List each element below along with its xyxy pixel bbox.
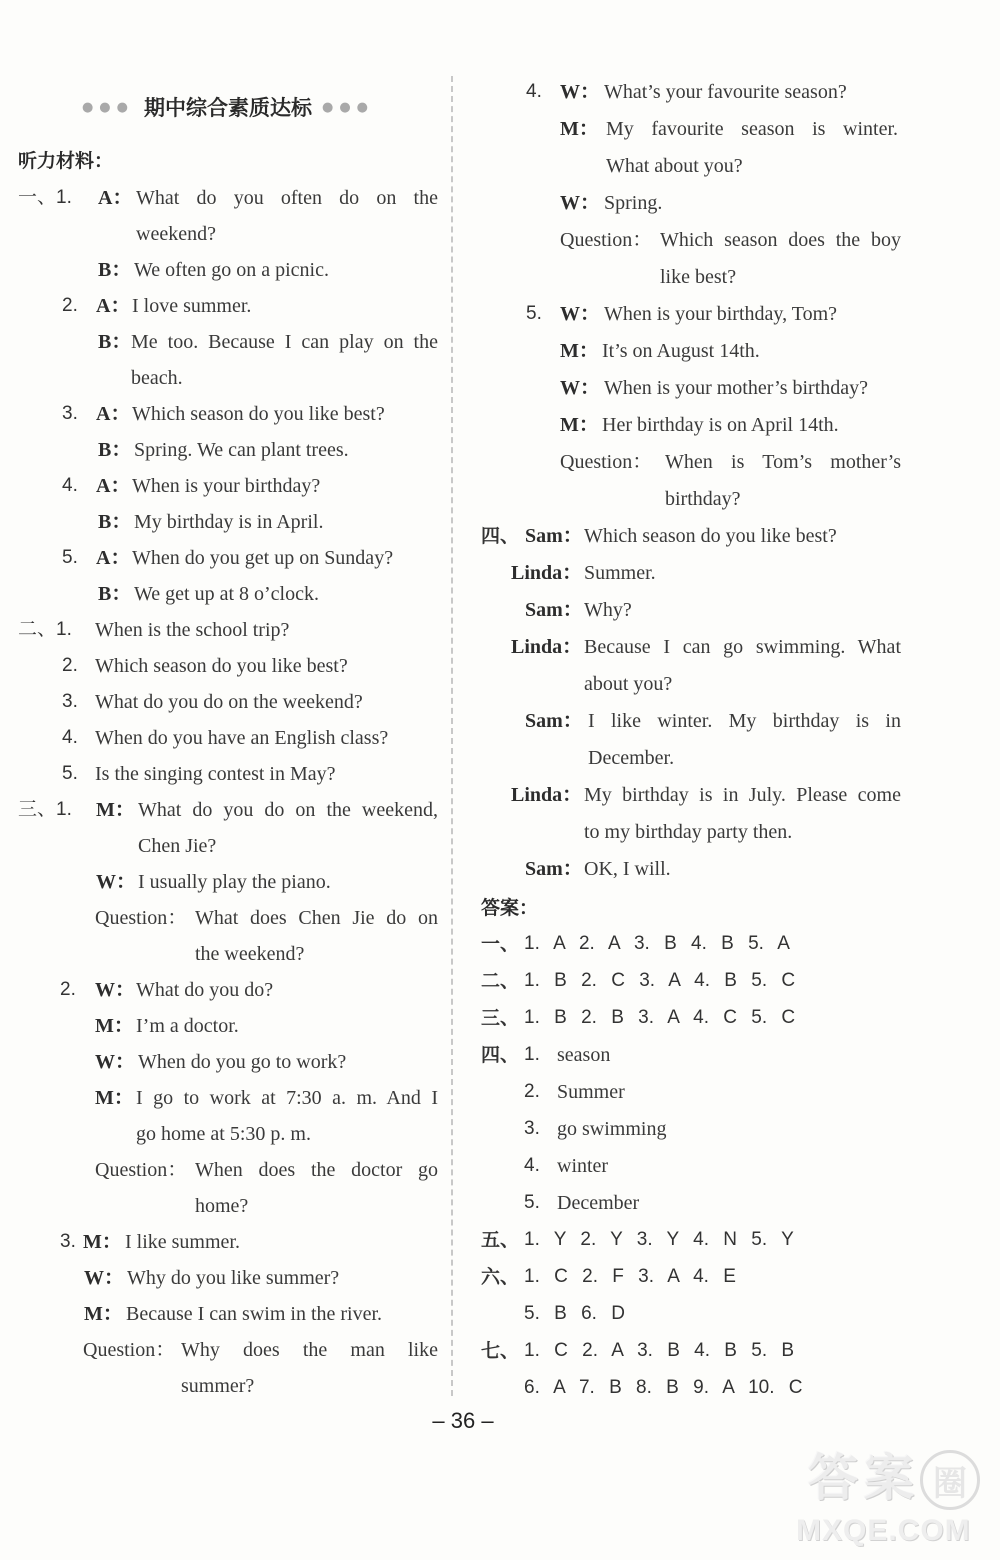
answers-label: 答案： <box>481 897 539 919</box>
question-line: When is the school trip? <box>95 619 290 641</box>
item-number: 4. <box>62 727 78 748</box>
dialog-line: My birthday is in April. <box>134 511 324 533</box>
answer-word: season <box>557 1044 611 1066</box>
item-number: 2. <box>60 979 76 1000</box>
question-text: birthday? <box>665 488 741 510</box>
speaker-label: M： <box>560 414 599 436</box>
answer-marker: 一、 <box>481 933 520 955</box>
dialog-line: When do you get up on Sunday? <box>132 547 394 569</box>
speaker-label: A： <box>96 475 131 497</box>
answer-marker: 七、 <box>481 1340 520 1362</box>
speaker-label: Linda： <box>511 784 583 806</box>
dialog-line: I like winter. My birthday is in <box>588 710 901 732</box>
question-text: summer? <box>181 1375 255 1397</box>
sec3-marker: 三、1. <box>18 799 72 820</box>
question-label: Question： <box>95 907 188 929</box>
answer-marker: 四、 <box>481 1044 520 1066</box>
question-text: home? <box>195 1195 249 1217</box>
sec4-marker: 四、 <box>481 525 520 547</box>
page-number: – 36 – <box>432 1408 494 1433</box>
dialog-line: about you? <box>584 673 673 695</box>
answer-row: 1. B 2. C 3. A 4. B 5. C <box>524 970 796 991</box>
item-number: 5. <box>526 303 542 324</box>
dialog-line: Me too. Because I can play on the <box>131 331 438 353</box>
watermark-char: 答 <box>808 1449 858 1507</box>
speaker-label: A： <box>96 547 131 569</box>
question-label: Question： <box>560 229 653 251</box>
speaker-label: Linda： <box>511 562 583 584</box>
speaker-label: M： <box>95 1087 134 1109</box>
column-divider <box>451 76 453 1396</box>
watermark-logo <box>788 1448 993 1556</box>
item-number: 5. <box>524 1192 540 1213</box>
question-text: When is Tom’s mother’s <box>665 451 901 473</box>
item-number: 2. <box>524 1081 540 1102</box>
speaker-label: B： <box>98 439 132 461</box>
speaker-label: B： <box>98 259 132 281</box>
question-text: What does Chen Jie do on <box>195 907 438 929</box>
answer-word: go swimming <box>557 1118 667 1140</box>
watermark-char: 案 <box>864 1449 914 1507</box>
item-number: 3. <box>62 691 78 712</box>
dialog-line: My favourite season is winter. <box>606 118 898 140</box>
answer-marker: 三、 <box>481 1007 520 1029</box>
answer-row: 6. A 7. B 8. B 9. A 10. C <box>524 1377 803 1398</box>
dialog-line: I like summer. <box>125 1231 240 1253</box>
dialog-line: Her birthday is on April 14th. <box>602 414 839 436</box>
dialog-line: My birthday is in July. Please come <box>584 784 901 806</box>
dialog-line: Why? <box>584 599 632 621</box>
speaker-label: M： <box>95 1015 134 1037</box>
speaker-label: M： <box>84 1303 123 1325</box>
sec1-marker: 一、1. <box>18 187 72 208</box>
speaker-label: M： <box>83 1231 122 1253</box>
watermark-badge-icon: 圈 <box>920 1450 980 1510</box>
answer-word: Summer <box>557 1081 625 1103</box>
section-heading <box>58 92 398 122</box>
dialog-line: What do you do? <box>136 979 274 1001</box>
question-line: What do you do on the weekend? <box>95 691 363 713</box>
speaker-label: M： <box>560 340 599 362</box>
dialog-line: Which season do you like best? <box>584 525 837 547</box>
dialog-line: I usually play the piano. <box>138 871 331 893</box>
item-number: 4. <box>526 81 542 102</box>
question-label: Question： <box>83 1339 176 1361</box>
dialog-line: beach. <box>131 367 183 389</box>
page-title: 期中综合素质达标 <box>144 96 312 120</box>
dialog-line: weekend? <box>136 223 216 245</box>
speaker-label: W： <box>560 192 600 214</box>
dialog-line: I love summer. <box>132 295 252 317</box>
dialog-line: What about you? <box>606 155 743 177</box>
watermark-url: MXQE.COM <box>796 1514 971 1547</box>
dialog-line: When is your mother’s birthday? <box>604 377 869 399</box>
heading-dots-right: ●●● <box>322 99 375 115</box>
item-number: 3. <box>60 1231 76 1252</box>
question-label: Question： <box>95 1159 188 1181</box>
speaker-label: B： <box>98 511 132 533</box>
speaker-label: Sam： <box>525 858 583 880</box>
answer-word: December <box>557 1192 640 1214</box>
question-text: When does the doctor go <box>195 1159 438 1181</box>
item-number: 5. <box>62 763 78 784</box>
dialog-line: I’m a doctor. <box>136 1015 239 1037</box>
dialog-line: What’s your favourite season? <box>604 81 847 103</box>
item-number: 1. <box>524 1044 540 1065</box>
speaker-label: B： <box>98 331 132 353</box>
dialog-line: When do you go to work? <box>138 1051 347 1073</box>
dialog-line: Why do you like summer? <box>127 1267 340 1289</box>
dialog-line: December. <box>588 747 675 769</box>
sec2-marker: 二、1. <box>18 619 72 640</box>
answer-row: 1. A 2. A 3. B 4. B 5. A <box>524 933 790 954</box>
speaker-label: W： <box>95 979 135 1001</box>
answer-marker: 二、 <box>481 970 520 992</box>
answer-marker: 五、 <box>481 1229 520 1251</box>
dialog-line: Because I can go swimming. What <box>584 636 901 658</box>
dialog-line: Because I can swim in the river. <box>126 1303 383 1325</box>
dialog-line: It’s on August 14th. <box>602 340 760 362</box>
speaker-label: W： <box>96 871 136 893</box>
dialog-line: Chen Jie? <box>138 835 217 857</box>
item-number: 2. <box>62 295 78 316</box>
speaker-label: W： <box>95 1051 135 1073</box>
answer-row: 1. C 2. F 3. A 4. E <box>524 1266 736 1287</box>
speaker-label: W： <box>560 377 600 399</box>
answer-word: winter <box>557 1155 609 1177</box>
item-number: 2. <box>62 655 78 676</box>
speaker-label: W： <box>560 303 600 325</box>
speaker-label: Sam： <box>525 525 583 547</box>
listening-label: 听力材料： <box>18 150 114 172</box>
speaker-label: A： <box>96 403 131 425</box>
speaker-label: A： <box>98 187 133 209</box>
dialog-line: go home at 5:30 p. m. <box>136 1123 311 1145</box>
item-number: 4. <box>62 475 78 496</box>
speaker-label: W： <box>560 81 600 103</box>
item-number: 3. <box>524 1118 540 1139</box>
speaker-label: A： <box>96 295 131 317</box>
question-text: the weekend? <box>195 943 305 965</box>
speaker-label: Linda： <box>511 636 583 658</box>
answer-row: 1. B 2. B 3. A 4. C 5. C <box>524 1007 796 1028</box>
question-line: Which season do you like best? <box>95 655 348 677</box>
question-text: like best? <box>660 266 737 288</box>
speaker-label: Sam： <box>525 710 583 732</box>
dialog-line: When is your birthday, Tom? <box>604 303 837 325</box>
speaker-label: M： <box>96 799 135 821</box>
answer-row: 1. Y 2. Y 3. Y 4. N 5. Y <box>524 1229 794 1250</box>
dialog-line: Spring. We can plant trees. <box>134 439 349 461</box>
answer-row: 1. C 2. A 3. B 4. B 5. B <box>524 1340 795 1361</box>
speaker-label: Sam： <box>525 599 583 621</box>
item-number: 3. <box>62 403 78 424</box>
dialog-line: What do you often do on the <box>136 187 438 209</box>
dialog-line: When is your birthday? <box>132 475 321 497</box>
dialog-line: We often go on a picnic. <box>134 259 329 281</box>
dialog-line: Summer. <box>584 562 656 584</box>
dialog-line: What do you do on the weekend, <box>138 799 438 821</box>
question-text: Why does the man like <box>181 1339 438 1361</box>
heading-dots-left: ●●● <box>81 99 134 115</box>
dialog-line: Which season do you like best? <box>132 403 385 425</box>
question-label: Question： <box>560 451 653 473</box>
answer-marker: 六、 <box>481 1266 520 1288</box>
speaker-label: W： <box>84 1267 124 1289</box>
dialog-line: Spring. <box>604 192 663 214</box>
question-text: Which season does the boy <box>660 229 901 251</box>
answer-row: 5. B 6. D <box>524 1303 625 1324</box>
dialog-line: to my birthday party then. <box>584 821 793 843</box>
dialog-line: OK, I will. <box>584 858 671 880</box>
speaker-label: M： <box>560 118 599 140</box>
item-number: 5. <box>62 547 78 568</box>
question-line: When do you have an English class? <box>95 727 389 749</box>
dialog-line: I go to work at 7:30 a. m. And I <box>136 1087 438 1109</box>
question-line: Is the singing contest in May? <box>95 763 336 785</box>
speaker-label: B： <box>98 583 132 605</box>
item-number: 4. <box>524 1155 540 1176</box>
dialog-line: We get up at 8 o’clock. <box>134 583 319 605</box>
